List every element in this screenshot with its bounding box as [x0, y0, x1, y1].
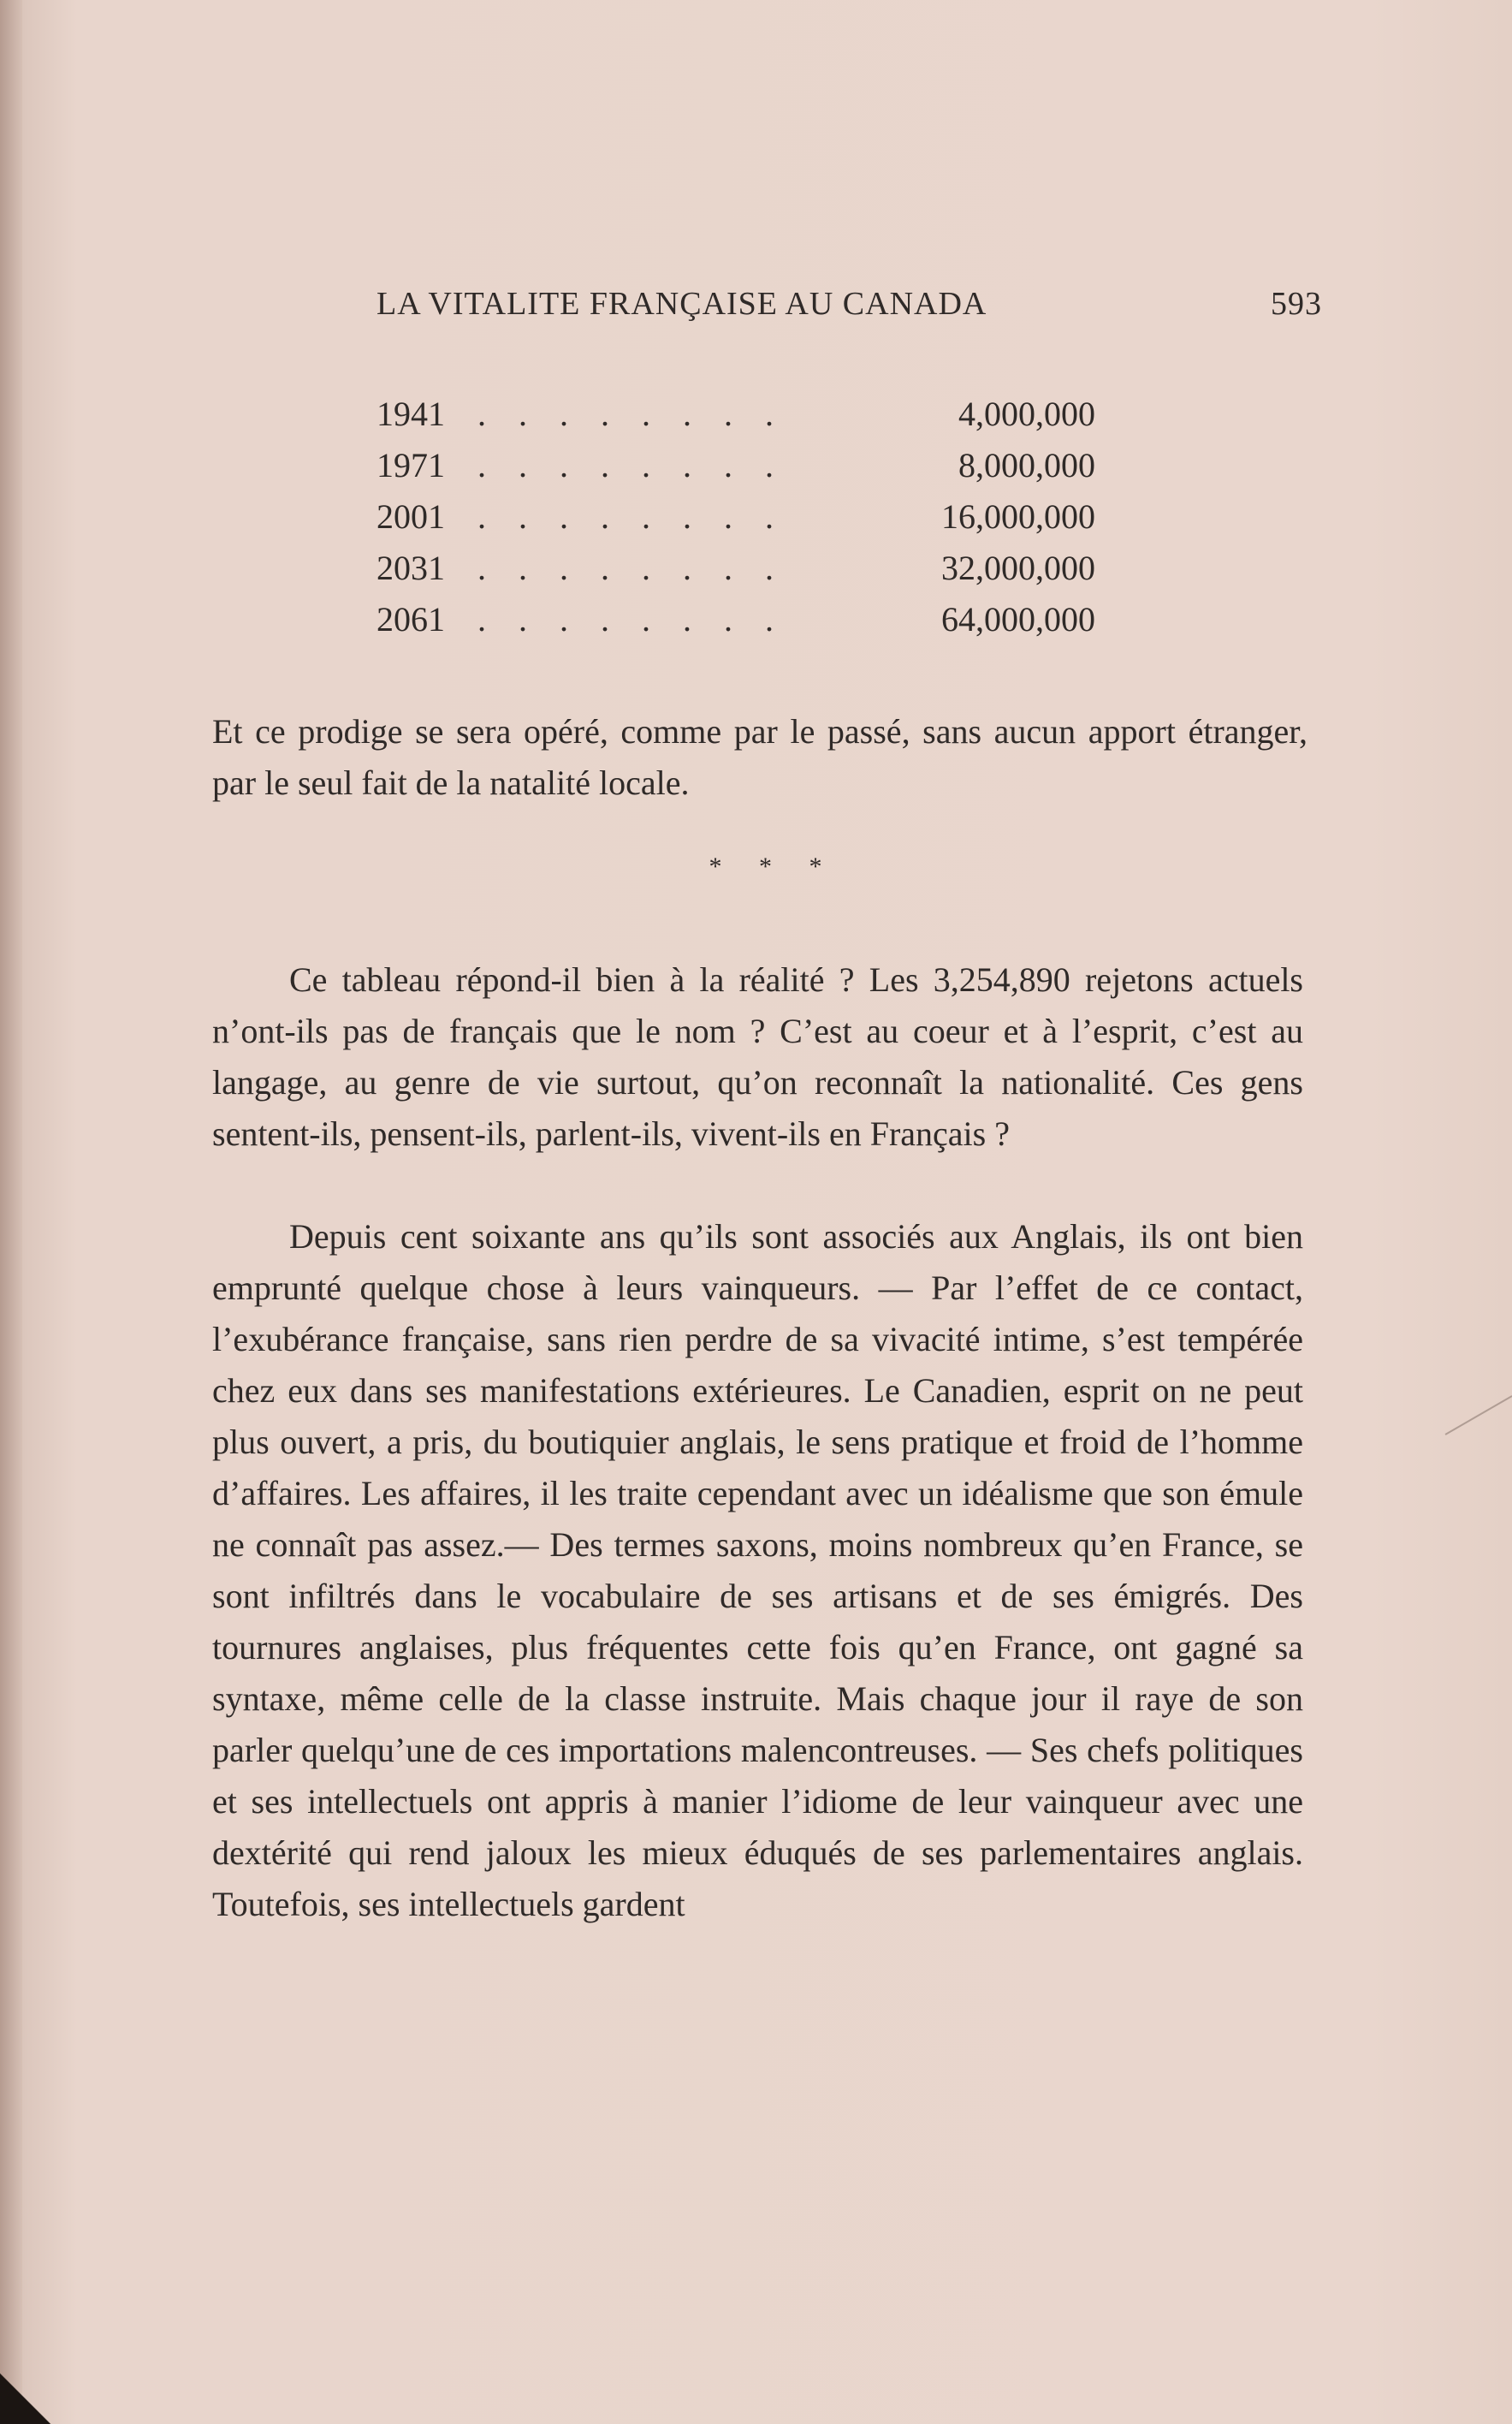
margin-pencil-mark [1445, 1395, 1512, 1435]
running-head-title: LA VITALITE FRANÇAISE AU CANADA [377, 286, 987, 322]
table-row: 1971 . . . . . . . . 8,000,000 [377, 446, 1095, 484]
table-year: 2001 [377, 497, 445, 536]
page-number: 593 [1271, 286, 1322, 322]
scan-corner-shadow [0, 2364, 51, 2424]
table-row: 2061 . . . . . . . . 64,000,000 [377, 600, 1095, 639]
page-gutter-shadow [0, 0, 22, 2424]
table-row: 2001 . . . . . . . . 16,000,000 [377, 497, 1095, 536]
paragraph-natalite: Et ce prodige se sera opéré, comme par le passé, sans aucun apport étranger, par le seul fait de la natalité locale. [212, 712, 1307, 802]
table-leader-dots: . . . . . . . . [477, 395, 786, 433]
table-year: 2061 [377, 600, 445, 639]
table-row: 2031 . . . . . . . . 32,000,000 [377, 549, 1095, 587]
running-head [377, 285, 1322, 328]
table-leader-dots: . . . . . . . . [477, 549, 786, 587]
table-year: 1941 [377, 395, 445, 433]
table-leader-dots: . . . . . . . . [477, 446, 786, 484]
table-row: 1941 . . . . . . . . 4,000,000 [377, 395, 1095, 433]
table-leader-dots: . . . . . . . . [477, 497, 786, 536]
paragraph-tableau: Ce tableau répond-il bien à la réalité ? Les 3,254,890 rejetons actuels n’ont-ils pas de français que le nom ? C’est au coeur et à l’esprit, c’est au langage, au genre de vie surtout, qu’on reconnaît la nationalité. Ces gens sentent-ils, pensent-ils, parlent-ils, vivent-ils en Français ? [212, 960, 1303, 1153]
population-table [377, 394, 1147, 651]
table-year: 2031 [377, 549, 445, 587]
table-year: 1971 [377, 446, 445, 484]
table-leader-dots: . . . . . . . . [477, 600, 786, 639]
section-separator: * * * [709, 853, 838, 881]
paragraph-depuis: Depuis cent soixante ans qu’ils sont associés aux Anglais, ils ont bien emprunté quelque chose à leurs vainqueurs. — Par l’effet de ce contact, l’exubérance française, sans rien perdre de sa vivacité intime, s’est tempérée chez eux dans ses manifestations extérieures. Le Canadien, esprit on ne peut plus ouvert, a pris, du boutiquier anglais, le sens pratique et froid de l’homme d’affaires. Les affaires, il les traite cependant avec un idéalisme que son émule ne connaît pas assez.— Des termes saxons, moins nombreux qu’en France, se sont infiltrés dans le vocabulaire de ses artisans et de ses émigrés. Des tournures anglaises, plus fréquentes cette fois qu’en France, ont gagné sa syntaxe, même celle de la classe instruite. Mais chaque jour il raye de son parler quelqu’une de ces importations malencontreuses. — Ses chefs politiques et ses intellectuels ont appris à manier l’idiome de leur vainqueur avec une dextérité qui rend jaloux les mieux éduqués de ses parlementaires anglais. Toutefois, ses intellectuels gardent [212, 1217, 1303, 1923]
